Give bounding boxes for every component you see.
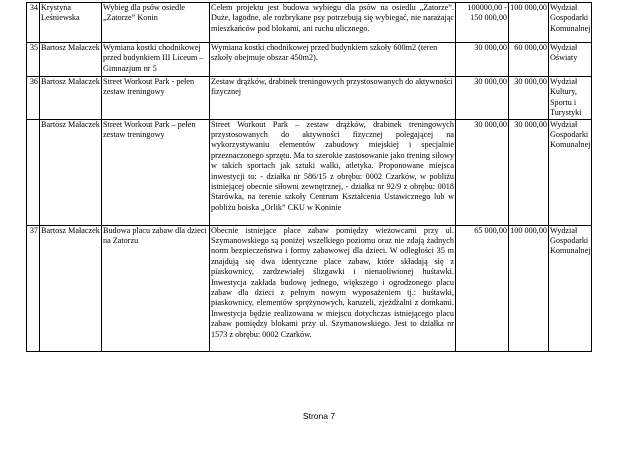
table-row — [27, 225, 592, 351]
project-department: Wydział Gospodarki Komunalnej — [549, 225, 592, 351]
project-number: 36 — [27, 77, 40, 120]
project-description: Wymiana kostki chodnikowej przed budynkiem szkoły 600m2 (teren szkoły obejmuje obszar 450m2). — [210, 43, 456, 77]
project-number: 35 — [27, 43, 40, 77]
project-author: Bartosz Małaczek — [40, 43, 102, 77]
project-title: Street Workout Park – pełen zestaw treningowy — [102, 119, 210, 225]
project-author: Bartosz Małaczek — [40, 119, 102, 225]
project-cost: 100000,00 - 150 000,00 — [456, 3, 509, 43]
project-author: Bartosz Małaczek — [40, 225, 102, 351]
project-description: Celem projektu jest budowa wybiegu dla psów na osiedlu „Zatorze”. Duże, łagodne, ale rozbrykane psy potrzebują się wybiegać, nie narażając mieszkańców pod blokami, ani ruchu ulicznego. — [210, 3, 456, 43]
project-cost: 30 000,00 — [456, 119, 509, 225]
project-limit: 60 000,00 — [509, 43, 549, 77]
project-cost: 30 000,00 — [456, 43, 509, 77]
project-author: Krystyna Leśniewska — [40, 3, 102, 43]
page-number: Strona 7 — [302, 411, 336, 421]
project-limit: 100 000,00 — [509, 3, 549, 43]
project-description: Zestaw drążków, drabinek treningowych przystosowanych do aktywności fizycznej — [210, 77, 456, 120]
project-limit: 30 000,00 — [509, 119, 549, 225]
project-number — [27, 119, 40, 225]
project-description: Street Workout Park – zestaw drążków, drabinek treningowych przystosowanych do aktywności fizycznej polegającej na wykorzystywaniu elementów zabudowy miejskiej i specjalnie przeznaczonego sprzętu. Ma to szerokie zastosowanie jako trening siłowy w takich sportach jak sztuki walki, atletyka. Proponowane miejsca inwestycji to: - działka nr 586/15 z obrębu: 0002 Czarków, w pobliżu istniejącej obecnie siłowni zewnętrznej, - działka nr 92/9 z obrębu: 0018 Starówka, na terenie szkoły Centrum Kształcenia Ustawicznego lub w pobliżu boiska „Orlik” CKU w Koninie — [210, 119, 456, 225]
project-title: Budowa placu zabaw dla dzieci na Zatorzu — [102, 225, 210, 351]
project-department: Wydział Gospodarki Komunalnej — [549, 3, 592, 43]
project-cost: 65 000,00 — [456, 225, 509, 351]
project-limit: 100 000,00 — [509, 225, 549, 351]
project-description: Obecnie istniejące place zabaw pomiędzy wieżowcami przy ul. Szymanowskiego są poniżej wszelkiego poziomu oraz nie zdają żadnych norm bezpieczeństwa i formy zabawowej dla dzieci. W odległości 35 m znajdują się dwa identyczne place zabaw, które składają się z piaskownicy, zardzewiałej ślizgawki i nienaoliwionej huśtawki. Inwestycja zakłada budowę jednego, większego i ogrodzonego placu zabaw dla dzieci z pełnym nowym wyposażeniem tj.: huśtawki, piaskownicy, elementów sprężynowych, karuzeli, zjeżdżalni z domkami. Inwestycja będzie realizowana w miejscu dotychczas istniejącego placu zabaw pomiędzy blokami przy ul. Szymanowskiego. Jest to działka nr 1573 z obrębu: 0002 Czarków. — [210, 225, 456, 351]
project-number: 34 — [27, 3, 40, 43]
projects-table — [26, 2, 592, 352]
table-row — [27, 3, 592, 43]
project-limit: 30 000,00 — [509, 77, 549, 120]
table-row — [27, 77, 592, 120]
project-title: Street Workout Park - pełen zestaw treningowy — [102, 77, 210, 120]
project-department: Wydział Oświaty — [549, 43, 592, 77]
table-row — [27, 43, 592, 77]
table-row — [27, 119, 592, 225]
project-author: Bartosz Małaczek — [40, 77, 102, 120]
project-cost: 30 000,00 — [456, 77, 509, 120]
project-title: Wybieg dla psów osiedle „Zatorze” Konin — [102, 3, 210, 43]
project-number: 37 — [27, 225, 40, 351]
project-title: Wymiana kostki chodnikowej przed budynkiem III Liceum – Gimnazjum nr 5 — [102, 43, 210, 77]
project-department: Wydział Gospodarki Komunalnej — [549, 119, 592, 225]
project-department: Wydział Kultury, Sportu i Turystyki — [549, 77, 592, 120]
